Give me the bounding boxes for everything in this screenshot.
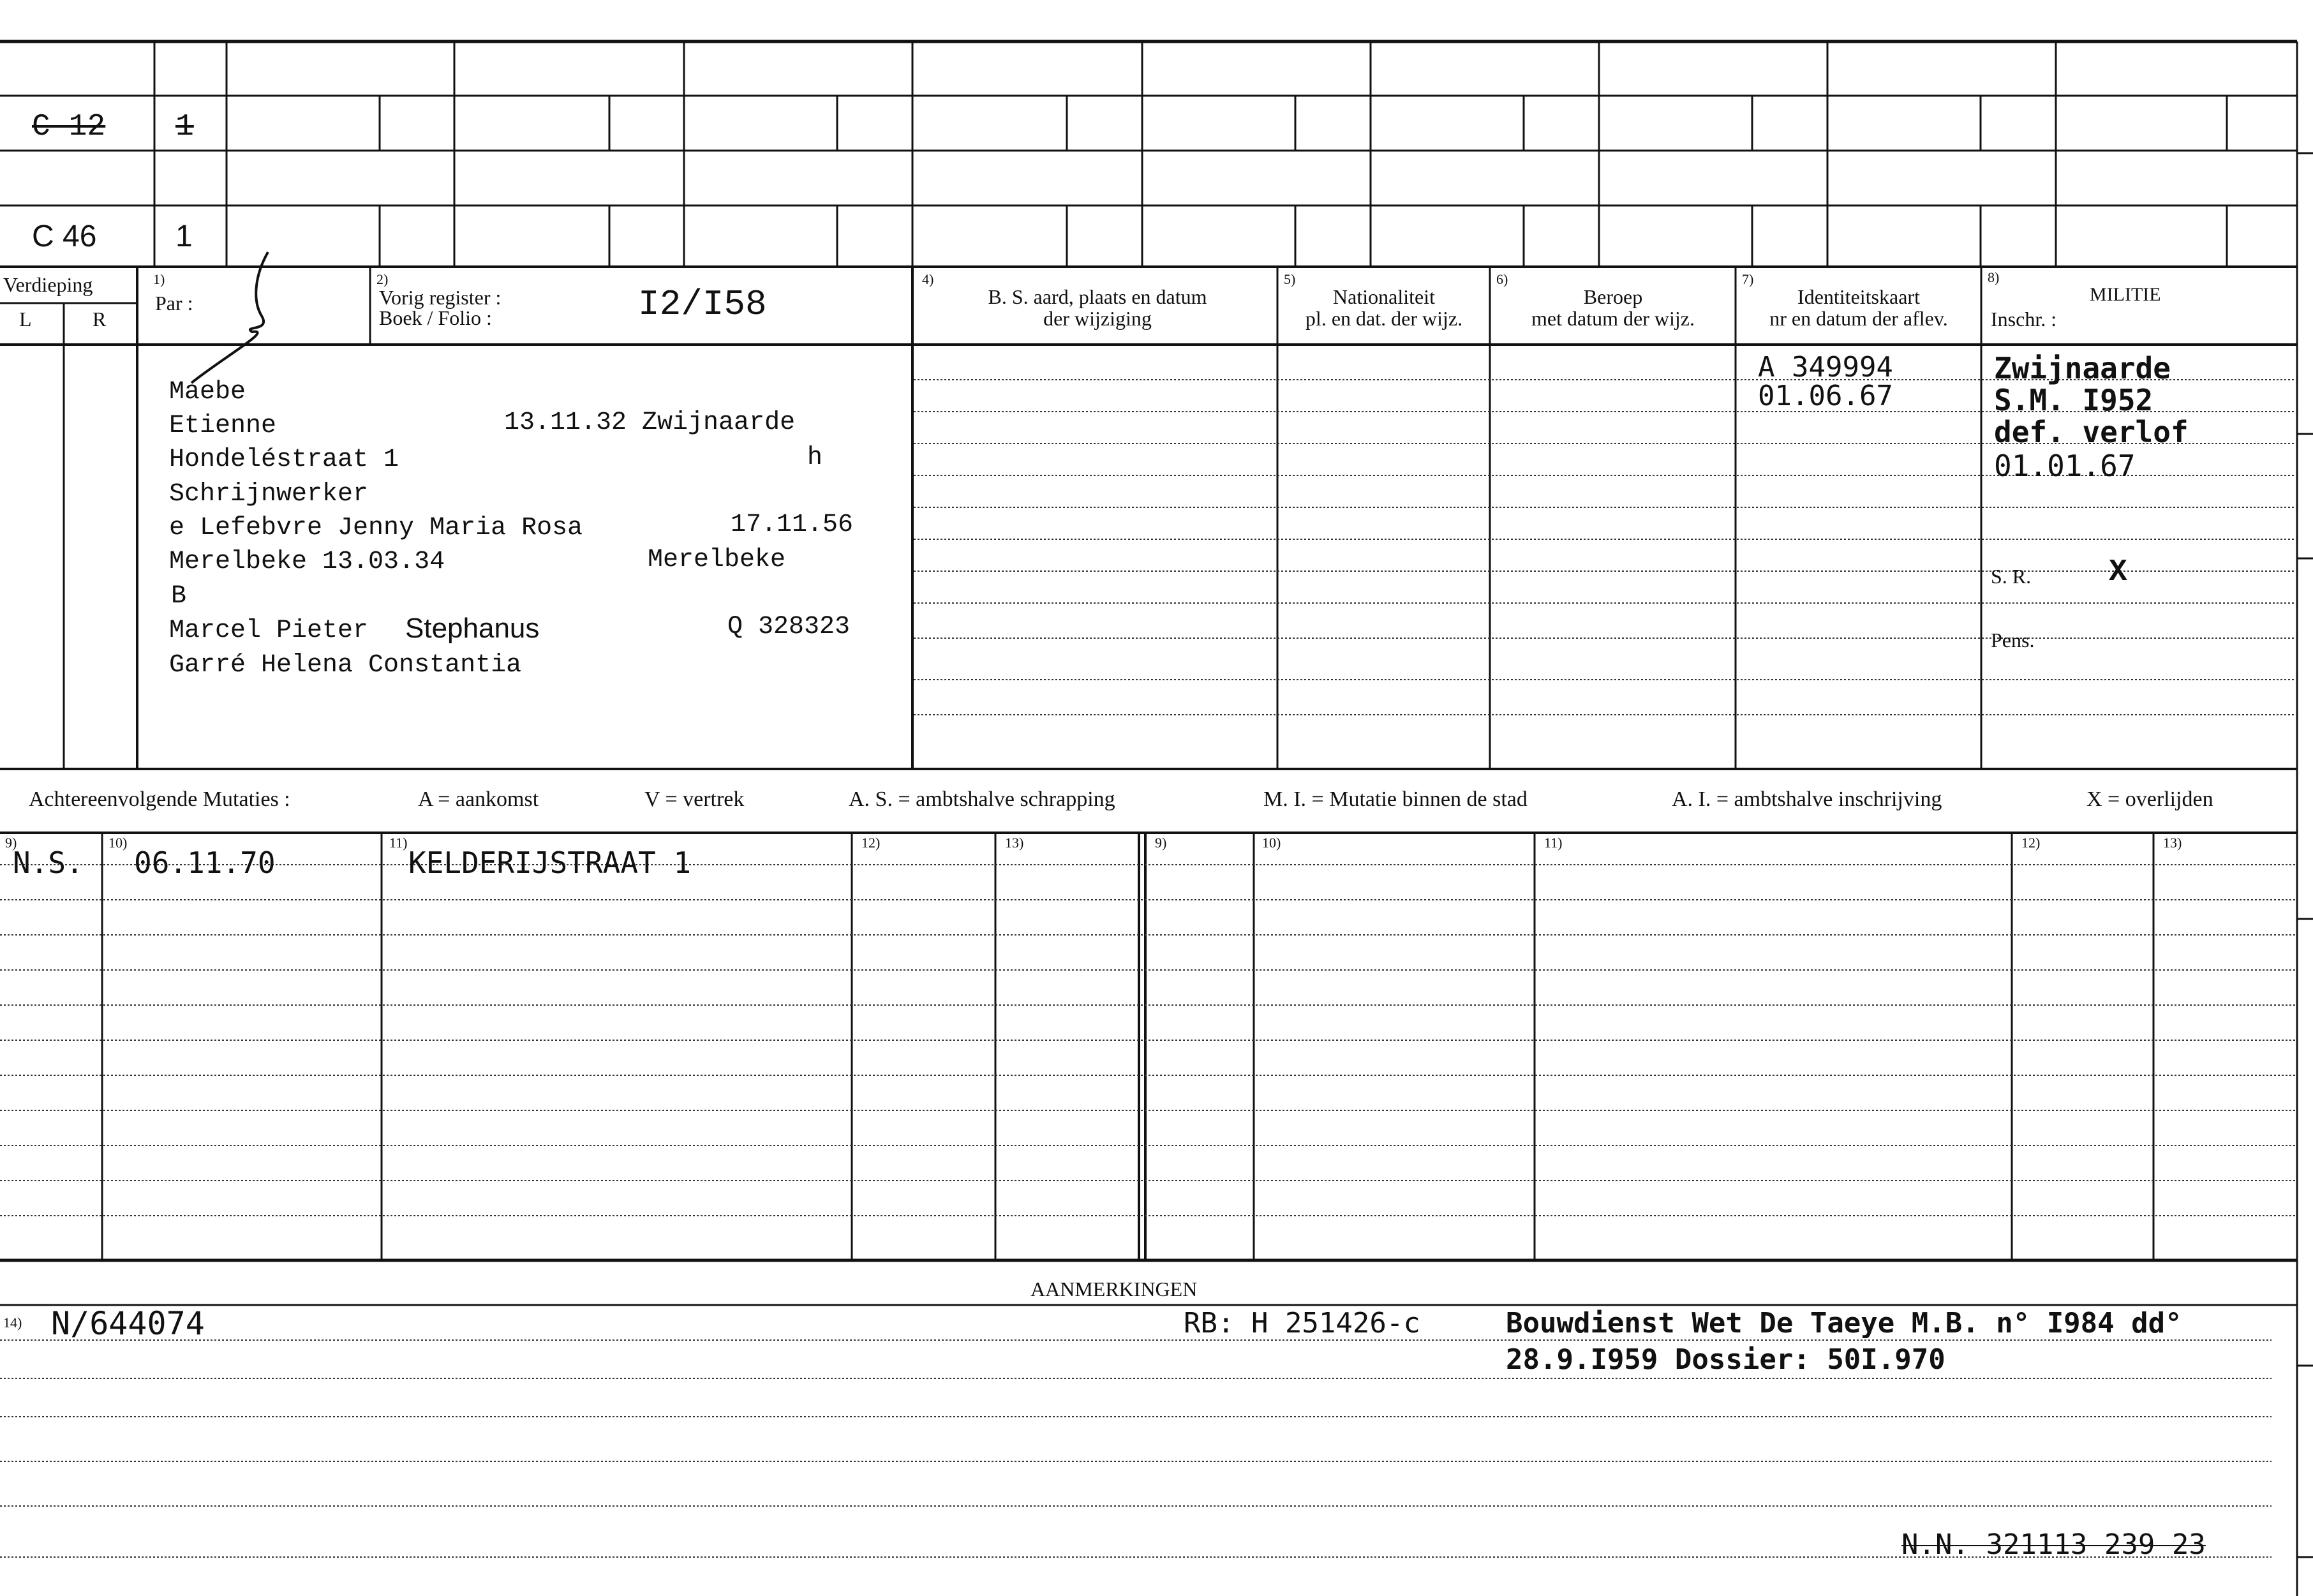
inschr-label: Inschr. :: [1991, 308, 2057, 331]
militie-sm: S.M. I952: [1994, 383, 2153, 417]
remarks-ref: N/644074: [51, 1305, 205, 1342]
remarks-title: AANMERKINGEN: [1030, 1278, 1198, 1301]
address: Hondeléstraat 1: [169, 445, 399, 474]
remarks-num: 14): [3, 1315, 22, 1331]
mut-h-13b: 13): [2163, 835, 2182, 851]
mut-h-10b: 10): [1262, 835, 1281, 851]
par-label: Par :: [155, 292, 193, 315]
register-value: I2/I58: [638, 284, 767, 325]
col6-title: Beroep met datum der wijz.: [1531, 285, 1695, 330]
legend-v: V = vertrek: [644, 787, 745, 811]
legend-x: X = overlijden: [2086, 787, 2213, 811]
current-number: 1: [175, 220, 193, 253]
mut-h-10a: 10): [108, 835, 128, 851]
mut-h-11b: 11): [1544, 835, 1563, 851]
pens-label: Pens.: [1991, 629, 2035, 652]
legend-as: A. S. = ambtshalve schrapping: [849, 787, 1115, 811]
col1-num: 1): [153, 271, 165, 287]
father-extra: Stephanus: [405, 613, 540, 644]
mut-h-9b: 9): [1155, 835, 1167, 851]
col2-num: 2): [376, 271, 389, 287]
address-mark: h: [807, 444, 823, 472]
militie-verlof: def. verlof: [1994, 415, 2189, 449]
militie-title: MILITIE: [2090, 284, 2161, 305]
col4-title: B. S. aard, plaats en datum der wijziging: [988, 285, 1207, 330]
verdieping-l: L: [19, 308, 32, 331]
col5-title: Nationaliteit pl. en dat. der wijz.: [1305, 285, 1463, 330]
verdieping-r: R: [93, 308, 107, 331]
boek-folio-label: Boek / Folio :: [379, 306, 492, 329]
remarks-rb: RB: H 251426-c: [1184, 1307, 1420, 1339]
profession: Schrijnwerker: [169, 480, 369, 509]
id-card-number: A 349994: [1758, 351, 1893, 384]
marriage-place: Merelbeke: [648, 546, 786, 574]
spouse-name: e Lefebvre Jenny Maria Rosa: [169, 514, 583, 542]
surname: Maebe: [169, 378, 246, 406]
legend-mi: M. I. = Mutatie binnen de stad: [1263, 787, 1528, 811]
mutation-code: N.S.: [13, 846, 84, 880]
col8-num: 8): [1988, 269, 2000, 285]
spouse-birth: Merelbeke 13.03.34: [169, 548, 445, 576]
col6-num: 6): [1496, 271, 1508, 287]
sr-value: X: [2109, 555, 2127, 590]
nationality-code: B: [171, 582, 187, 611]
legend-a: A = aankomst: [418, 787, 539, 811]
signature-stroke: [191, 252, 268, 383]
mother-name: Garré Helena Constantia: [169, 651, 522, 680]
legend-ai: A. I. = ambtshalve inschrijving: [1672, 787, 1942, 811]
vorig-register-label: Vorig register :: [379, 286, 502, 309]
firstname: Etienne: [169, 412, 277, 440]
col4-num: 4): [922, 271, 934, 287]
col5-num: 5): [1284, 271, 1296, 287]
mut-h-11a: 11): [389, 835, 408, 851]
father-code: Q 328323: [727, 613, 851, 641]
mutation-address: KELDERIJSTRAAT 1: [408, 846, 692, 880]
national-number: N.N. 321113 239 23: [1901, 1528, 2206, 1561]
mut-h-12a: 12): [861, 835, 881, 851]
old-number: 1: [175, 110, 194, 144]
mut-h-13a: 13): [1005, 835, 1024, 851]
militie-date: 01.01.67: [1994, 449, 2136, 483]
remarks-line2: 28.9.I959 Dossier: 50I.970: [1506, 1343, 1945, 1376]
mut-h-12b: 12): [2021, 835, 2041, 851]
col7-title: Identiteitskaart nr en datum der aflev.: [1769, 285, 1948, 330]
col7-num: 7): [1742, 271, 1754, 287]
sr-label: S. R.: [1991, 565, 2032, 588]
father-name: Marcel Pieter: [169, 616, 369, 645]
verdieping-label: Verdieping: [3, 273, 93, 296]
current-code: C 46: [32, 220, 97, 253]
id-card-date: 01.06.67: [1758, 380, 1893, 412]
old-code: C 12: [32, 110, 106, 144]
birth-date-place: 13.11.32 Zwijnaarde: [504, 408, 796, 437]
militie-place: Zwijnaarde: [1994, 351, 2171, 385]
remarks-line1: Bouwdienst Wet De Taeye M.B. n° I984 dd°: [1506, 1307, 2182, 1339]
marriage-date: 17.11.56: [731, 511, 854, 539]
mutation-date: 06.11.70: [134, 846, 276, 880]
mut-h-9a: 9): [5, 835, 17, 851]
legend-title: Achtereenvolgende Mutaties :: [29, 787, 290, 811]
